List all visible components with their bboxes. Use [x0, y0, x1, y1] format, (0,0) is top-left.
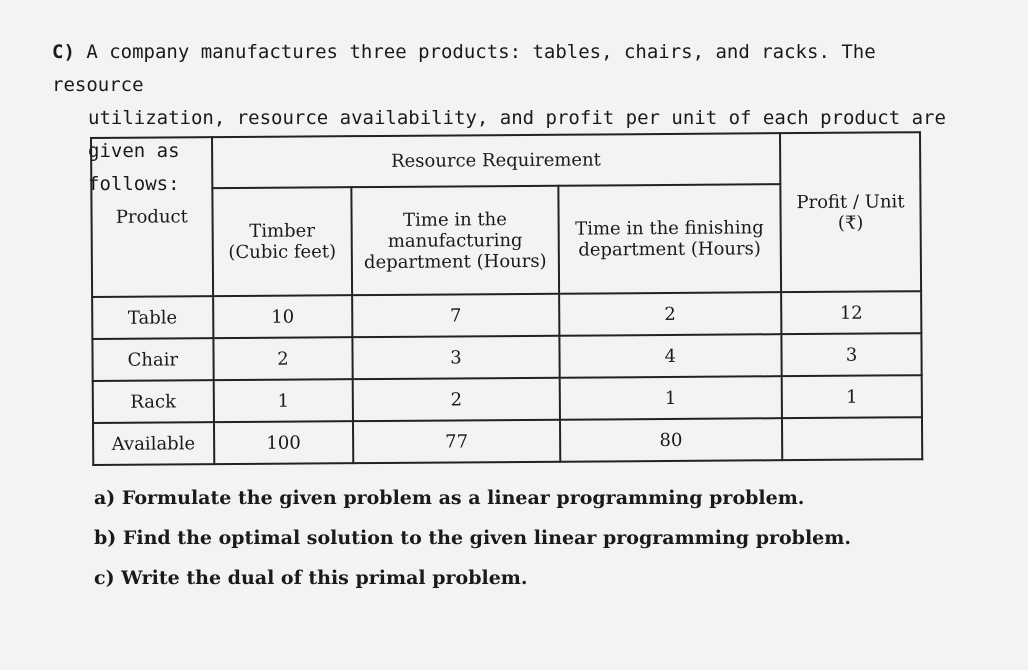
problem-line-1-text: A company manufactures three products: tables, chairs, and racks. The resource	[52, 41, 876, 96]
question-a: a) Formulate the given problem as a linear programming problem.	[94, 487, 805, 509]
problem-line-3: follows:	[88, 173, 180, 195]
cell-product: Chair	[92, 338, 213, 381]
question-c: c) Write the dual of this primal problem.	[94, 567, 528, 589]
resource-table	[90, 131, 923, 466]
problem-line-1	[52, 36, 972, 102]
cell-profit: 12	[781, 291, 921, 334]
cell-product: Table	[92, 296, 213, 339]
problem-line-2: utilization, resource availability, and profit per unit of each product are given as	[88, 107, 946, 162]
cell-profit: 3	[781, 333, 921, 376]
table-row	[92, 333, 921, 381]
cell-product: Available	[93, 422, 214, 465]
cell-profit	[782, 417, 922, 460]
table-row	[92, 291, 921, 339]
cell-profit: 1	[782, 375, 922, 418]
cell-finishing: 1	[559, 376, 782, 420]
cell-timber: 10	[213, 295, 353, 338]
problem-label: C)	[52, 41, 75, 63]
cell-finishing: 4	[559, 334, 782, 378]
cell-timber: 100	[214, 421, 354, 464]
header-finishing: Time in the finishing department (Hours)	[558, 184, 781, 294]
question-list	[94, 478, 851, 598]
header-product: Product	[91, 137, 213, 297]
cell-timber: 2	[213, 337, 353, 380]
table-row	[93, 417, 922, 465]
header-profit: Profit / Unit (₹)	[780, 132, 921, 292]
cell-manufacturing: 7	[352, 294, 558, 337]
header-resource-requirement: Resource Requirement	[212, 133, 781, 188]
header-timber: Timber (Cubic feet)	[212, 187, 353, 296]
cell-manufacturing: 77	[353, 420, 559, 463]
cell-manufacturing: 3	[353, 336, 559, 379]
cell-finishing: 80	[560, 418, 783, 462]
cell-timber: 1	[213, 379, 353, 422]
table-row	[93, 375, 922, 423]
cell-product: Rack	[93, 380, 214, 423]
table-header-row	[91, 132, 920, 189]
question-b: b) Find the optimal solution to the given linear programming problem.	[94, 527, 851, 549]
header-manufacturing: Time in the manufacturing department (Hours)	[352, 186, 559, 295]
cell-manufacturing: 2	[353, 378, 559, 421]
cell-finishing: 2	[559, 292, 782, 336]
